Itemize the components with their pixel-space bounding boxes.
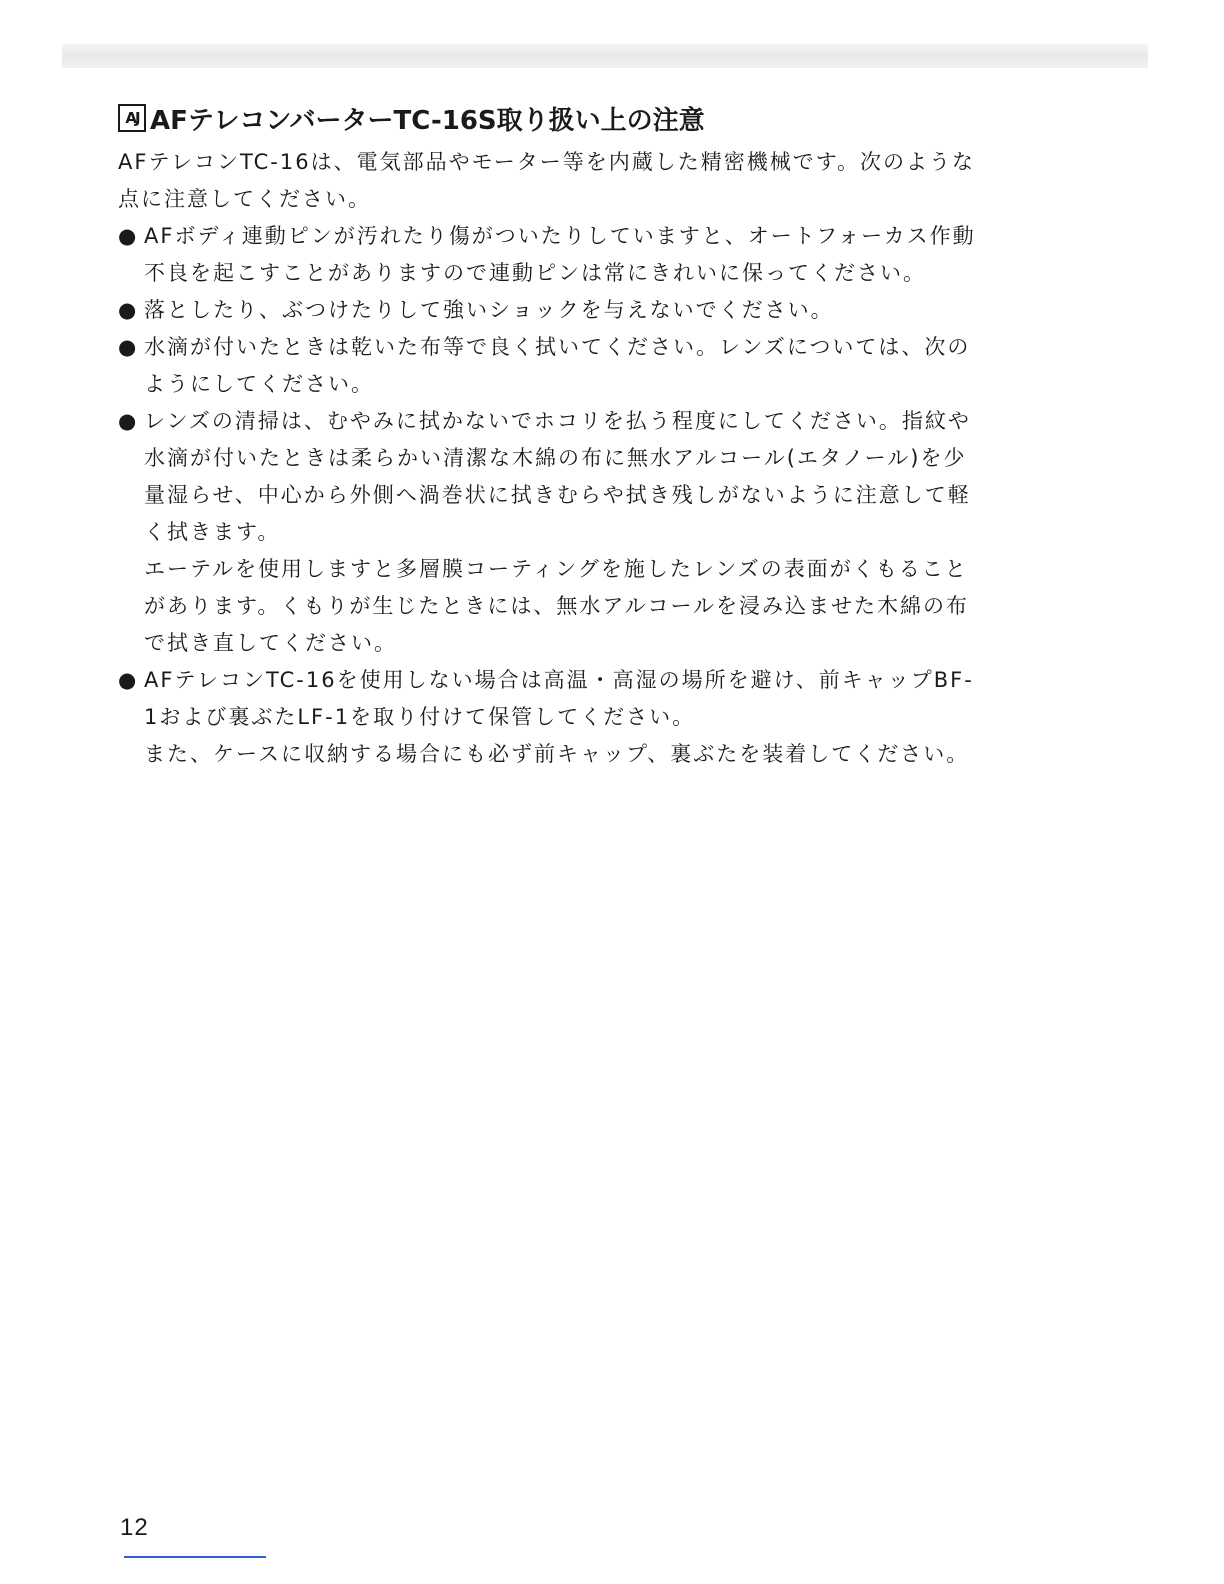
page-content bbox=[118, 98, 1078, 773]
bullet-line: ようにしてください。 bbox=[144, 372, 374, 396]
bullet-dot-icon: ● bbox=[118, 335, 137, 359]
bullet-item-storage bbox=[118, 662, 1078, 773]
bullet-extra-line: また、ケースに収納する場合にも必ず前キャップ、裏ぶたを装着してください。 bbox=[144, 742, 970, 766]
bullet-line: AFボディ連動ピンが汚れたり傷がついたりしていますと、オートフォーカス作動 bbox=[144, 224, 976, 248]
intro-paragraph bbox=[118, 144, 1078, 218]
bullet-line: 量湿らせ、中心から外側へ渦巻状に拭きむらや拭き残しがないように注意して軽 bbox=[144, 483, 971, 507]
scan-edge-strip bbox=[62, 44, 1148, 68]
section-title: AFテレコンバーターTC-16S取り扱い上の注意 bbox=[150, 105, 705, 136]
bullet-line: レンズの清掃は、むやみに拭かないでホコリを払う程度にしてください。指紋や bbox=[144, 409, 971, 433]
bullet-line: AFテレコンTC-16を使用しない場合は高温・高湿の場所を避け、前キャップBF- bbox=[144, 668, 974, 692]
bullet-extra-line: があります。くもりが生じたときには、無水アルコールを浸み込ませた木綿の布 bbox=[144, 594, 970, 618]
bullet-dot-icon: ● bbox=[118, 224, 137, 248]
intro-line: AFテレコンTC-16は、電気部品やモーター等を内蔵した精密機械です。次のような bbox=[118, 150, 976, 174]
bullet-item-water bbox=[118, 329, 1078, 403]
bullet-item-body-pin bbox=[118, 218, 1078, 292]
bullet-line: 水滴が付いたときは乾いた布等で良く拭いてください。レンズについては、次の bbox=[144, 335, 971, 359]
bullet-item-shock bbox=[118, 292, 1078, 329]
bullet-dot-icon: ● bbox=[118, 668, 137, 692]
section-heading bbox=[118, 98, 1078, 138]
bullet-line: く拭きます。 bbox=[144, 520, 281, 544]
bullet-extra-line: で拭き直してください。 bbox=[144, 631, 397, 655]
bullet-line: 不良を起こすことがありますので連動ピンは常にきれいに保ってください。 bbox=[144, 261, 926, 285]
bullet-dot-icon: ● bbox=[118, 409, 137, 433]
intro-line: 点に注意してください。 bbox=[118, 187, 371, 211]
bullet-line: 水滴が付いたときは柔らかい清潔な木綿の布に無水アルコール(エタノール)を少 bbox=[144, 446, 967, 470]
bullet-extra-line: エーテルを使用しますと多層膜コーティングを施したレンズの表面がくもること bbox=[144, 557, 968, 581]
bullet-dot-icon: ● bbox=[118, 298, 137, 322]
page-number: 12 bbox=[120, 1514, 149, 1541]
page-number-underline bbox=[124, 1556, 266, 1558]
aj-mark-icon: AJ bbox=[118, 104, 146, 132]
bullet-item-lens-cleaning bbox=[118, 403, 1078, 662]
bullet-line: 落としたり、ぶつけたりして強いショックを与えないでください。 bbox=[144, 298, 834, 322]
bullet-line: 1および裏ぶたLF-1を取り付けて保管してください。 bbox=[144, 705, 696, 729]
